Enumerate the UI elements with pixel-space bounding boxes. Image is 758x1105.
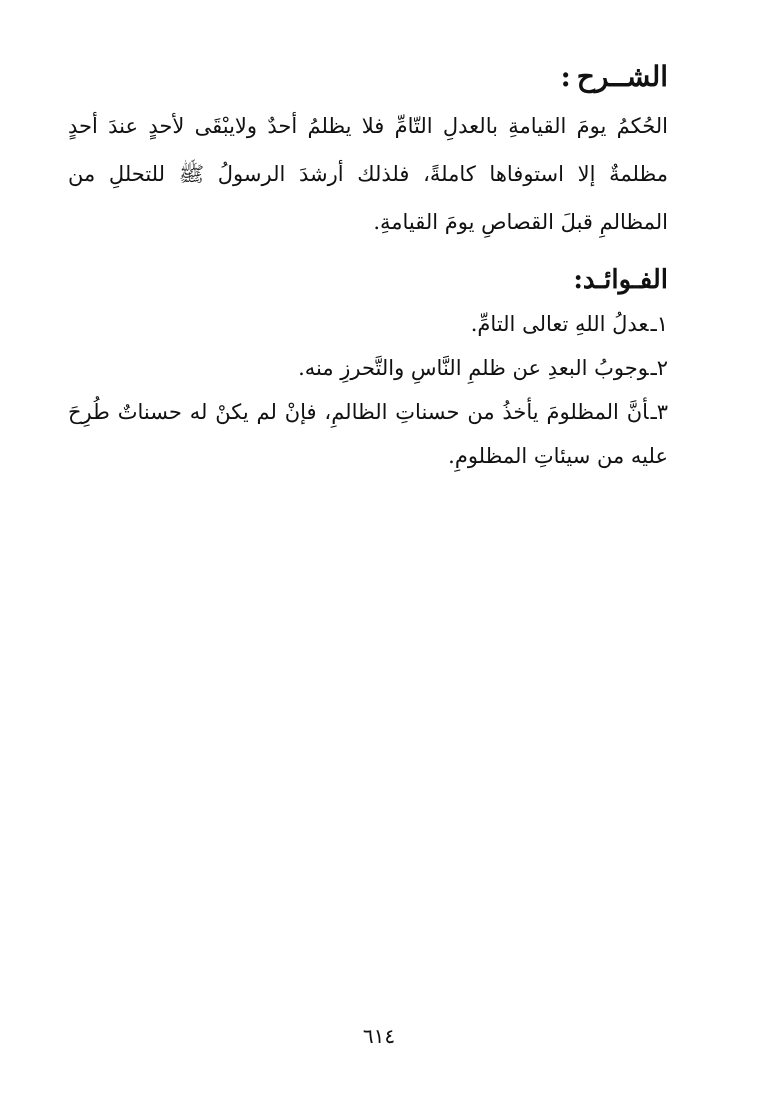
benefits-heading <box>68 260 668 300</box>
benefit-item <box>68 346 668 390</box>
section-heading-colon: : <box>560 60 571 93</box>
benefits-heading-colon: : <box>573 265 583 295</box>
benefit-item <box>68 390 668 478</box>
section-heading <box>68 56 668 98</box>
page-number: ٦١٤ <box>362 1024 396 1048</box>
benefit-text: عدلُ اللهِ تعالى التامِّ. <box>470 312 649 336</box>
benefit-text: أنَّ المظلومَ يأخذُ من حسناتِ الظالمِ، فإنْ لم يكنْ له حسناتٌ طُرِحَ عليه من سيئاتِ المظلومِ. <box>68 400 668 468</box>
benefits-heading-text: الفـوائـد <box>582 265 668 295</box>
benefits-list <box>68 302 668 478</box>
benefit-number: ٣ـ <box>650 400 668 424</box>
section-heading-text: الشــرح <box>576 60 668 93</box>
benefit-item <box>68 302 668 346</box>
explanation-paragraph: الحُكمُ يومَ القيامةِ بالعدلِ التّامِّ فلا يظلمُ أحدٌ ولايبْقَى لأحدٍ عندَ أحدٍ مظلمةٌ إلا استوفاها كاملةً، فلذلك أرشدَ الرسولُ ﷺ للتحللِ من المظالمِ قبلَ القصاصِ يومَ القيامةِ. <box>68 114 668 234</box>
benefit-number: ٢ـ <box>650 356 668 380</box>
page-content <box>68 56 668 478</box>
benefit-number: ١ـ <box>650 312 668 336</box>
benefit-text: وجوبُ البعدِ عن ظلمِ النَّاسِ والتَّحرزِ منه. <box>298 356 649 380</box>
